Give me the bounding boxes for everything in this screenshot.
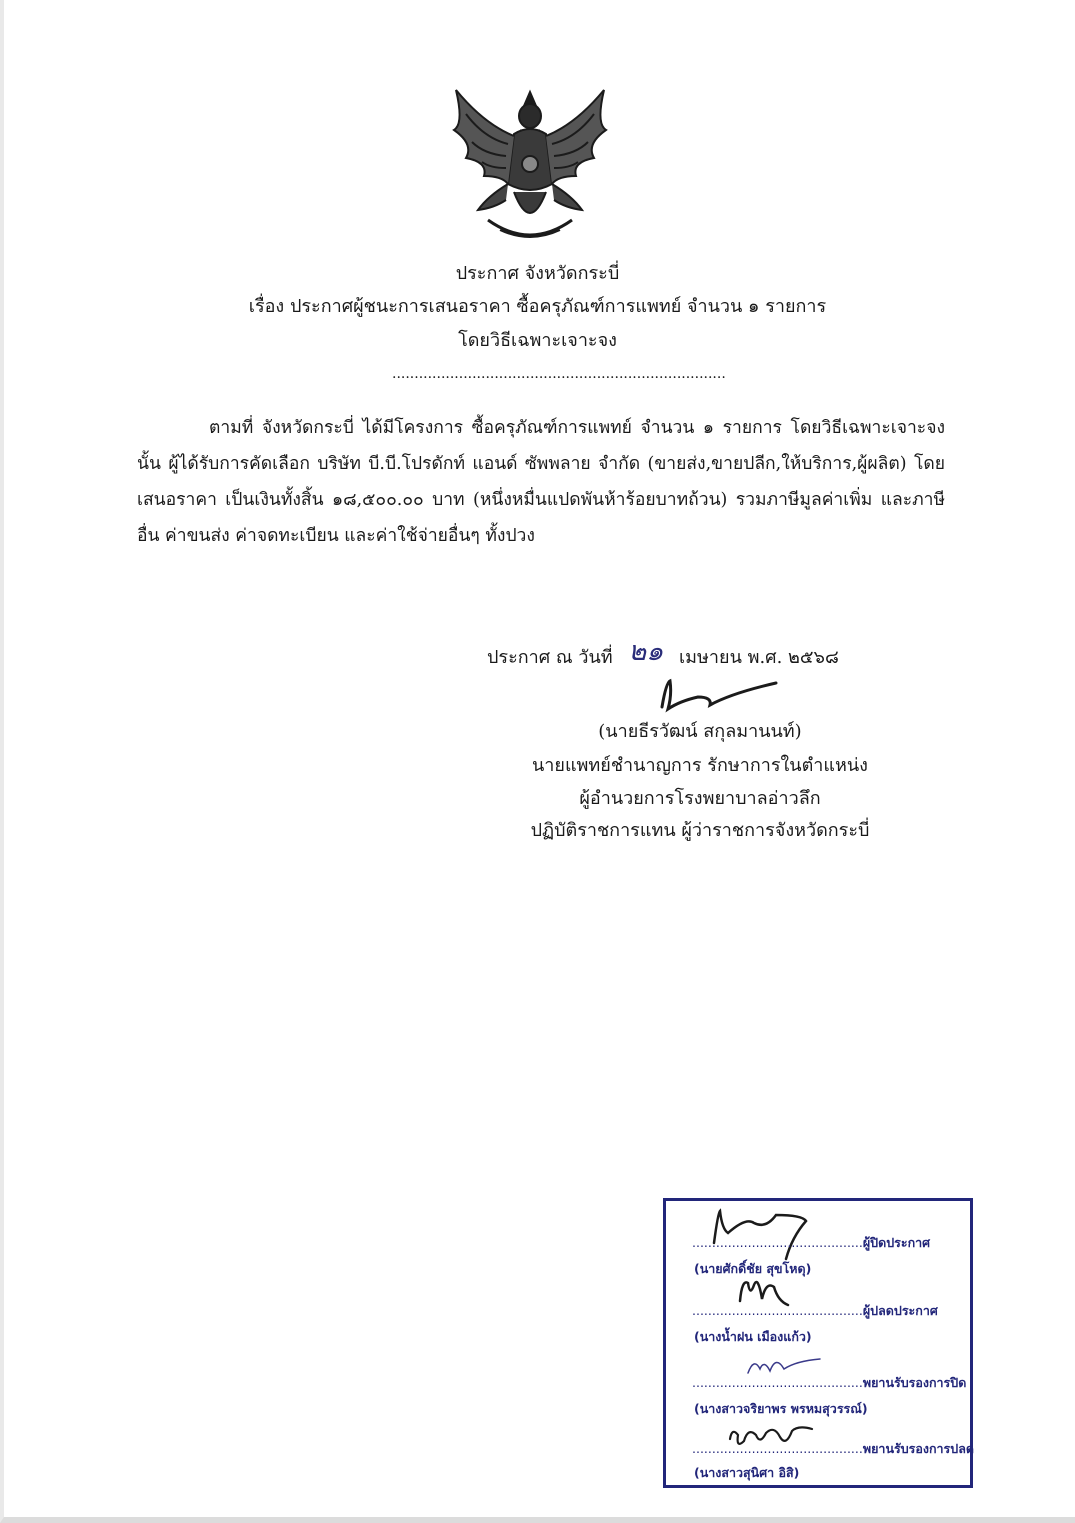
date-month-year: เมษายน พ.ศ. ๒๕๖๘ <box>679 647 839 668</box>
signatory-signature-icon <box>652 675 782 715</box>
stamp-name-2: (นางน้ำฝน เมืองแก้ว) <box>694 1329 812 1344</box>
signatory-position-3: ปฏิบัติราชการแทน ผู้ว่าราชการจังหวัดกระบี่ <box>530 820 870 841</box>
stamp-role-1: ผู้ปิดประกาศ <box>862 1235 931 1250</box>
stamp-role-3: พยานรับรองการปิด <box>862 1375 967 1390</box>
announcement-subject: เรื่อง ประกาศผู้ชนะการเสนอราคา ซื้อครุภัณฑ์การแพทย์ จำนวน ๑ รายการ <box>248 296 827 317</box>
stamp-row-2 <box>692 1301 938 1321</box>
stamp-role-4: พยานรับรองการปลด <box>862 1441 974 1456</box>
date-day-handwritten: ๒๑ <box>628 636 664 667</box>
header-divider: ........................................................................... <box>392 366 726 382</box>
stamp-role-2: ผู้ปลดประกาศ <box>862 1303 938 1318</box>
stamp-dots-3: ........................................... <box>692 1375 863 1390</box>
signatory-name: (นายธีรวัฒน์ สกุลมานนท์) <box>598 721 802 742</box>
stamp-row-4 <box>692 1439 974 1459</box>
signatory-position-2: ผู้อำนวยการโรงพยาบาลอ่าวลึก <box>579 788 821 809</box>
stamp-name-1: (นายศักดิ์ชัย สุขโหดุ) <box>694 1261 812 1276</box>
stamp-dots-1: ........................................... <box>692 1235 863 1250</box>
posting-stamp <box>663 1198 973 1488</box>
announcement-method: โดยวิธีเฉพาะเจาะจง <box>458 330 617 351</box>
stamp-dots-2: ........................................... <box>692 1303 863 1318</box>
signatory-position-1: นายแพทย์ชำนาญการ รักษาการในตำแหน่ง <box>532 755 868 776</box>
garuda-emblem-icon <box>444 84 616 250</box>
stamp-row-1 <box>692 1233 930 1253</box>
stamp-dots-4: ........................................... <box>692 1441 863 1456</box>
date-prefix: ประกาศ ณ วันที่ <box>487 647 613 668</box>
announcement-date <box>487 632 839 675</box>
stamp-name-3: (นางสาวจริยาพร พรหมสุวรรณ์) <box>694 1401 868 1416</box>
stamp-row-3 <box>692 1373 966 1393</box>
body-paragraph-text: ตามที่ จังหวัดกระบี่ ได้มีโครงการ ซื้อครุภัณฑ์การแพทย์ จำนวน ๑ รายการ โดยวิธีเฉพาะเจาะจง นั้น ผู้ได้รับการคัดเลือก บริษัท บี.บี.โปรดักท์ แอนด์ ซัพพลาย จำกัด (ขายส่ง,ขายปลีก,ให้บริการ,ผู้ผลิต) โดยเสนอราคา เป็นเงินทั้งสิ้น ๑๘,๕๐๐.๐๐ บาท (หนึ่งหมื่นแปดพันห้าร้อยบาทถ้วน) รวมภาษีมูลค่าเพิ่ม และภาษีอื่น ค่าขนส่ง ค่าจดทะเบียน และค่าใช้จ่ายอื่นๆ ทั้งปวง <box>137 418 945 546</box>
body-paragraph <box>137 410 945 554</box>
announcement-title: ประกาศ จังหวัดกระบี่ <box>455 263 620 284</box>
stamp-name-4: (นางสาวสุนิศา อิสิ) <box>694 1465 800 1480</box>
